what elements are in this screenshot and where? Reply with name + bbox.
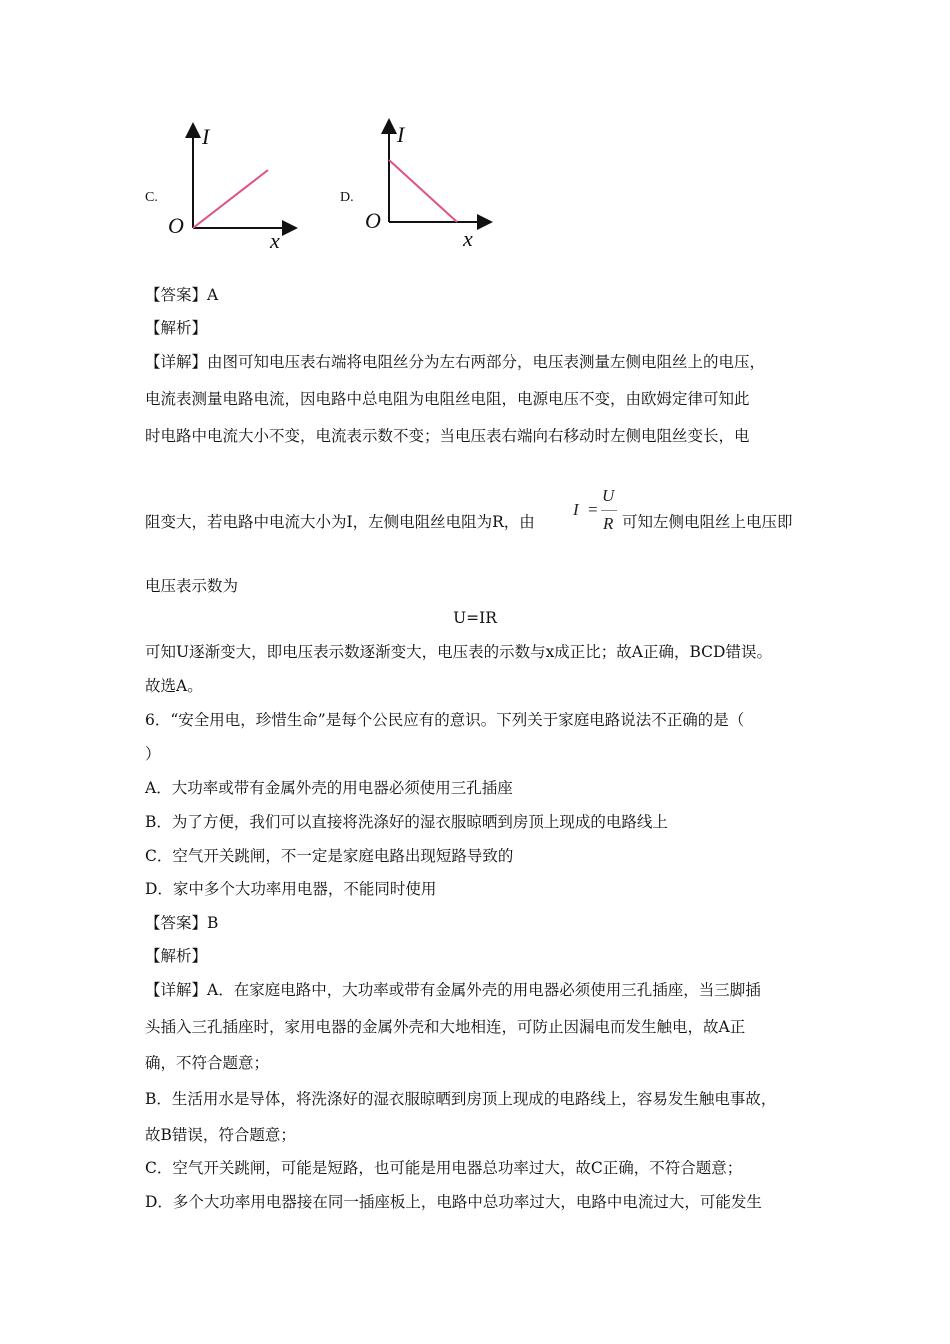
option-c-label: C. (145, 190, 158, 205)
q6-option-a: A．大功率或带有金属外壳的用电器必须使用三孔插座 (145, 779, 513, 797)
q5-voltage-line: 电压表示数为 (145, 577, 239, 595)
q6-detail-line: 【详解】A．在家庭电路中，大功率或带有金属外壳的用电器必须使用三孔插座，当三脚插 (145, 981, 761, 999)
fraction-bar (601, 510, 617, 511)
q5-detail-line: 电流表测量电路电流，因电路中总电阻为电阻丝电阻，电源电压不变，由欧姆定律可知此 (145, 390, 750, 408)
q6-stem-line-2: ） (145, 745, 161, 763)
origin-label: O (168, 213, 184, 238)
q5-analysis-heading: 【解析】 (145, 319, 208, 337)
q5-detail-line: 【详解】由图可知电压表右端将电阻丝分为左右两部分，电压表测量左侧电阻丝上的电压， (145, 353, 766, 371)
q5-formula-line-before: 阻变大，若电路中电流大小为I，左侧电阻丝电阻为R，由 (145, 513, 535, 531)
x-axis-label: x (463, 226, 473, 251)
q6-option-d: D．家中多个大功率用电器，不能同时使用 (145, 880, 437, 898)
decreasing-line (389, 160, 457, 222)
q6-detail-line: D．多个大功率用电器接在同一插座板上，电路中总功率过大，电路中电流过大，可能发生 (145, 1193, 762, 1211)
q5-equation: U=IR (453, 609, 497, 627)
q6-stem-line-1: 6．“安全用电，珍惜生命”是每个公民应有的意识。下列关于家庭电路说法不正确的是（ (145, 711, 745, 729)
q6-detail-line: 确，不符合题意； (145, 1054, 270, 1072)
q6-analysis-heading: 【解析】 (145, 947, 208, 965)
formula-numerator: U (602, 486, 615, 505)
q6-option-b: B．为了方便，我们可以直接将洗涤好的湿衣服晾晒到房顶上现成的电路线上 (145, 813, 668, 831)
formula-lhs: I (573, 500, 579, 519)
ohms-law-formula (570, 488, 620, 538)
q5-detail-line: 时电路中电流大小不变，电流表示数不变；当电压表右端向右移动时左侧电阻丝变长，电 (145, 427, 750, 445)
option-c-graph (160, 120, 300, 254)
increasing-line (193, 170, 268, 228)
origin-label: O (365, 208, 381, 233)
q5-answer: 【答案】A (145, 286, 219, 304)
q5-formula-line-after: 可知左侧电阻丝上电压即 (622, 513, 793, 531)
q6-option-c: C．空气开关跳闸，不一定是家庭电路出现短路导致的 (145, 847, 514, 865)
option-c-graph-svg (160, 120, 300, 253)
x-axis-label: x (270, 228, 280, 253)
option-d-graph (357, 118, 497, 252)
formula-denominator: R (603, 514, 614, 533)
q6-detail-line: B．生活用水是导体，将洗涤好的湿衣服晾晒到房顶上现成的电路线上，容易发生触电事故， (145, 1090, 777, 1108)
q6-detail-line: 头插入三孔插座时，家用电器的金属外壳和大地相连，可防止因漏电而发生触电，故A正 (145, 1018, 746, 1036)
y-axis-label: I (202, 124, 210, 149)
option-d-graph-svg (357, 118, 497, 251)
q5-conclusion: 可知U逐渐变大，即电压表示数逐渐变大，电压表的示数与x成正比；故A正确，BCD错误。 (145, 643, 772, 661)
q5-choose: 故选A。 (145, 677, 203, 695)
option-d-label: D. (340, 190, 354, 205)
y-axis-label: I (397, 122, 405, 147)
formula-equals: = (588, 500, 598, 519)
q6-answer: 【答案】B (145, 914, 219, 932)
q6-detail-line: C．空气开关跳闸，可能是短路，也可能是用电器总功率过大，故C正确，不符合题意； (145, 1159, 743, 1177)
q6-detail-line: 故B错误，符合题意； (145, 1126, 296, 1144)
